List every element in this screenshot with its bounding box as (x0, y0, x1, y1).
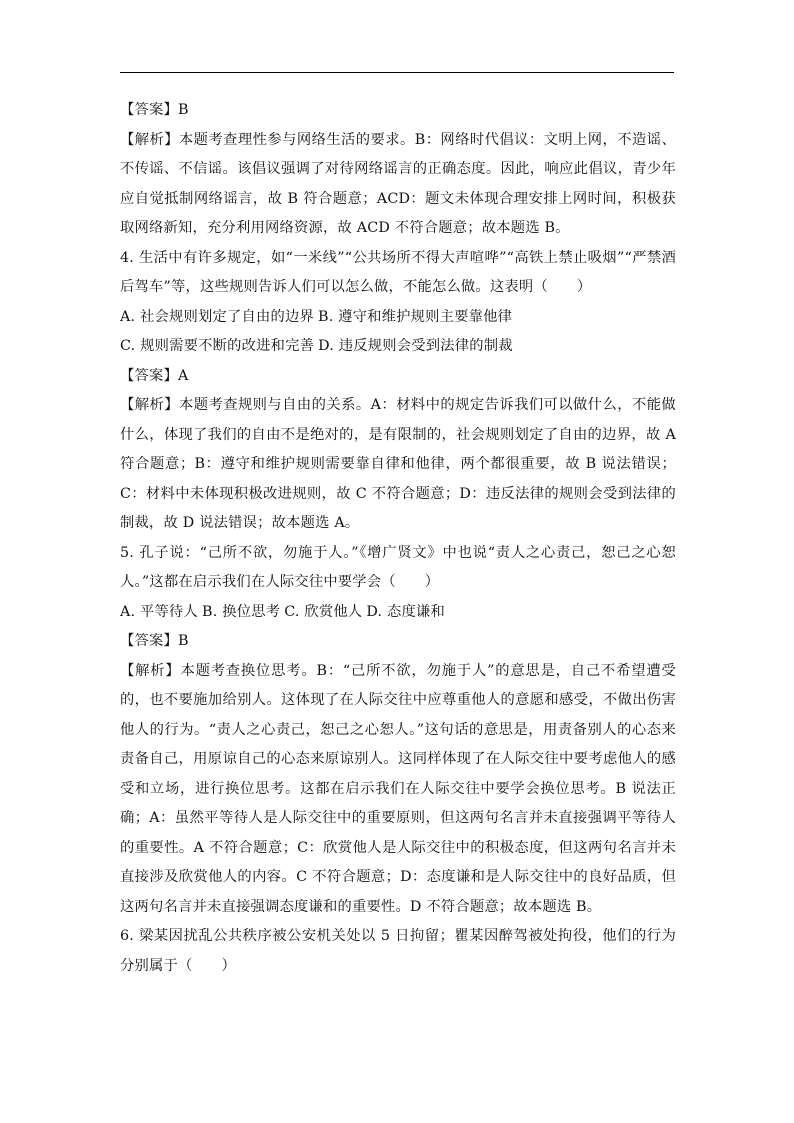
q5-option-c: C. 欣赏他人 (284, 603, 363, 620)
q4-answer: 【答案】A (120, 367, 189, 384)
q5-option-a: A. 平等待人 (120, 603, 199, 620)
q5-answer: 【答案】B (120, 633, 189, 649)
q4-analysis: 【解析】本题考查规则与自由的关系。A：材料中的规定告诉我们可以做什么，不能做什么，体现了我们的自由不是绝对的，是有限制的，社会规则划定了自由的边界，故 A 符合题意；B：遵守和维护规则需要靠自律和他律，两个都很重要，故 B 说法错误；C：材料中未体现积极改进规则，故 C 不符合题意；D：违反法律的规则会受到法律的制裁，故 D 说法错误；故本题选 A。 (120, 397, 676, 531)
q5-option-b: B. 换位思考 (202, 603, 281, 620)
q4-option-a: A. 社会规则划定了自由的边界 (120, 308, 314, 325)
q5-options (120, 598, 676, 628)
q5-stem: 5. 孔子说：“己所不欲，勿施于人。”《增广贤文》中也说“责人之心责己，恕己之心恕人。”这都在启示我们在人际交往中要学会（ ） (120, 544, 676, 590)
document-body (120, 96, 676, 981)
q4-option-b: B. 遵守和维护规则主要靠他律 (317, 308, 513, 325)
q4-options-line1 (120, 303, 676, 333)
q5-option-d: D. 态度谦和 (366, 603, 445, 620)
q4-option-c: C. 规则需要不断的改进和完善 (120, 338, 315, 354)
q5-analysis: 【解析】本题考查换位思考。B：“己所不欲，勿施于人”的意思是，自己不希望遭受的，也不要施加给别人。这体现了在人际交往中应尊重他人的意愿和感受，不做出伤害他人的行为。“责人之心责己，恕己之心恕人。”这句话的意思是，用责备别人的心态来责备自己，用原谅自己的心态来原谅别人。这同样体现了在人际交往中要考虑他人的感受和立场，进行换位思考。这都在启示我们在人际交往中要学会换位思考。B 说法正确；A：虽然平等待人是人际交往中的重要原则，但这两句名言并未直接强调平等待人的重要性。A 不符合题意；C：欣赏他人是人际交往中的积极态度，但这两句名言并未直接涉及欣赏他人的内容。C 不符合题意；D：态度谦和是人际交往中的良好品质，但这两句名言并未直接强调态度谦和的重要性。D 不符合题意；故本题选 B。 (120, 662, 676, 915)
q4-option-d: D. 违反规则会受到法律的制裁 (318, 338, 513, 354)
q3-analysis: 【解析】本题考查理性参与网络生活的要求。B：网络时代倡议：文明上网，不造谣、不传谣、不信谣。该倡议强调了对待网络谣言的正确态度。因此，响应此倡议，青少年应自觉抵制网络谣言，故 B 符合题意；ACD：题文未体现合理安排上网时间，积极获取网络新知，充分利用网络资源，故 ACD 不符合题意；故本题选 B。 (120, 131, 676, 236)
q4-stem: 4. 生活中有许多规定，如“一米线”“公共场所不得大声喧哗”“高铁上禁止吸烟”“严禁酒后驾车”等，这些规则告诉人们可以怎么做，不能怎么做。这表明（ ） (120, 249, 676, 295)
q4-options-line2 (120, 332, 676, 362)
header-rule (120, 72, 674, 73)
q6-stem: 6. 梁某因扰乱公共秩序被公安机关处以 5 日拘留；瞿某因醉驾被处拘役，他们的行为分别属于（ ） (120, 928, 676, 974)
q3-answer: 【答案】B (120, 102, 189, 118)
